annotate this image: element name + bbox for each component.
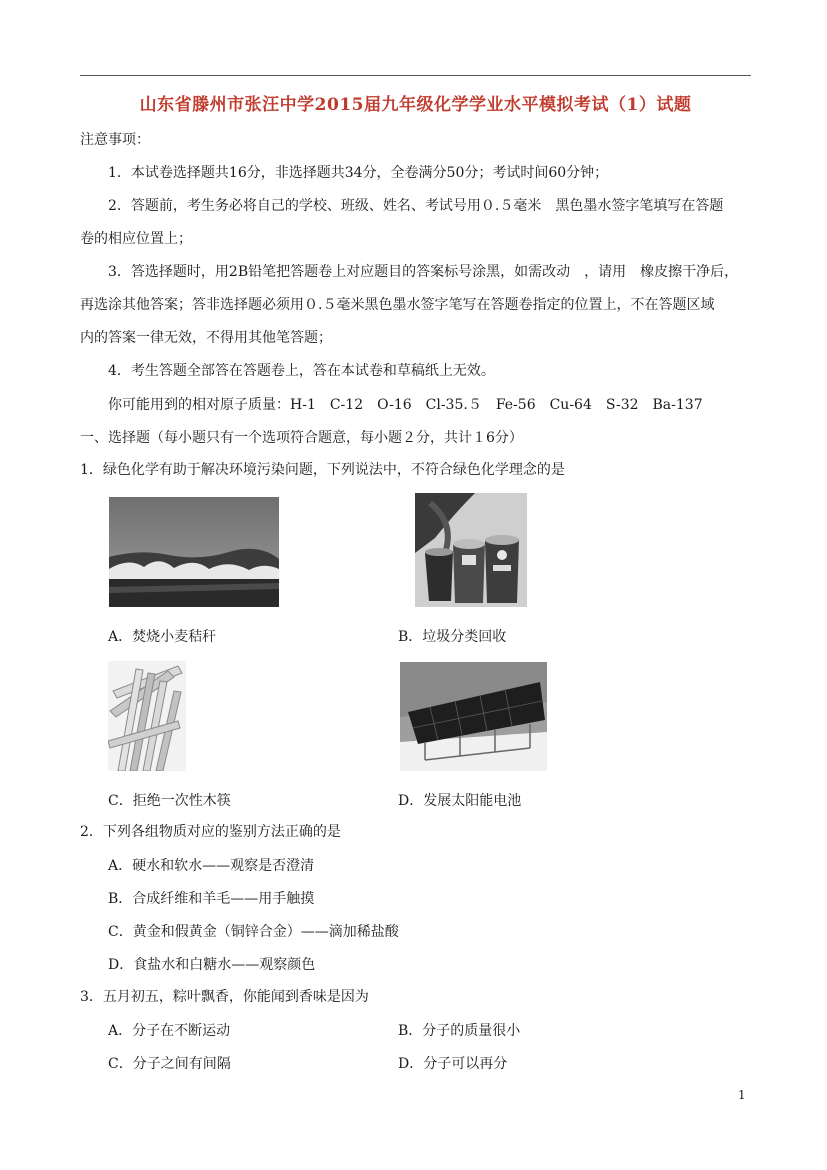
notice-item-4: 4．考生答题全部答在答题卷上，答在本试卷和草稿纸上无效。 bbox=[108, 363, 495, 379]
question-2-stem: 2．下列各组物质对应的鉴别方法正确的是 bbox=[80, 824, 341, 840]
notice-item-3-line-1: 3．答选择题时，用2B铅笔把答题卷上对应题目的答案标号涂黑，如需改动 ，请用 橡皮擦干净后， bbox=[108, 264, 739, 280]
q2-option-d: D．食盐水和白糖水——观察颜色 bbox=[108, 957, 316, 973]
q1-option-a: A．焚烧小麦秸秆 bbox=[108, 629, 217, 645]
q1-option-c: C．拒绝一次性木筷 bbox=[108, 793, 231, 809]
question-3-stem: 3．五月初五，粽叶飘香，你能闻到香味是因为 bbox=[80, 989, 369, 1005]
q2-option-a: A．硬水和软水——观察是否澄清 bbox=[108, 858, 315, 874]
notice-item-2-line-1: 2．答题前，考生务必将自己的学校、班级、姓名、考试号用０.５毫米 黑色墨水签字笔填写在答题 bbox=[108, 198, 724, 214]
q3-option-a: A．分子在不断运动 bbox=[108, 1023, 231, 1039]
q3-option-b: B．分子的质量很小 bbox=[398, 1023, 521, 1039]
q3-option-c: C．分子之间有间隔 bbox=[108, 1056, 231, 1072]
q3-option-d: D．分子可以再分 bbox=[398, 1056, 508, 1072]
notice-item-1: 1．本试卷选择题共16分，非选择题共34分，全卷满分50分；考试时间60分钟； bbox=[108, 165, 609, 181]
atomic-masses: 你可能用到的相对原子质量：H-1 C-12 O-16 Cl-35.５ Fe-56 Cu-64 S-32 Ba-137 bbox=[108, 397, 703, 413]
notice-item-3-line-3: 内的答案一律无效，不得用其他笔答题； bbox=[80, 330, 332, 346]
q2-option-b: B．合成纤维和羊毛——用手触摸 bbox=[108, 891, 315, 907]
page-number: 1 bbox=[738, 1088, 746, 1102]
notice-item-2-line-2: 卷的相应位置上； bbox=[80, 231, 192, 247]
solar-panels-image bbox=[400, 662, 547, 771]
notice-heading: 注意事项： bbox=[80, 132, 150, 148]
notice-item-3-line-2: 再选涂其他答案；答非选择题必须用０.５毫米黑色墨水签字笔写在答题卷指定的位置上，不在答题区域 bbox=[80, 297, 715, 313]
q1-option-b: B．垃圾分类回收 bbox=[398, 629, 507, 645]
burning-straw-image bbox=[109, 497, 279, 607]
q1-option-d: D．发展太阳能电池 bbox=[398, 793, 522, 809]
section-heading: 一、选择题（每小题只有一个选项符合题意，每小题２分，共计１6分） bbox=[80, 430, 523, 446]
header-rule bbox=[80, 75, 751, 76]
q2-option-c: C．黄金和假黄金（铜锌合金）——滴加稀盐酸 bbox=[108, 924, 399, 940]
question-1-stem: 1．绿色化学有助于解决环境污染问题，下列说法中，不符合绿色化学理念的是 bbox=[80, 462, 565, 478]
page-title: 山东省滕州市张汪中学2015届九年级化学学业水平模拟考试（1）试题 bbox=[139, 95, 692, 115]
chopsticks-image bbox=[108, 661, 186, 771]
recycle-bins-image bbox=[415, 493, 527, 607]
